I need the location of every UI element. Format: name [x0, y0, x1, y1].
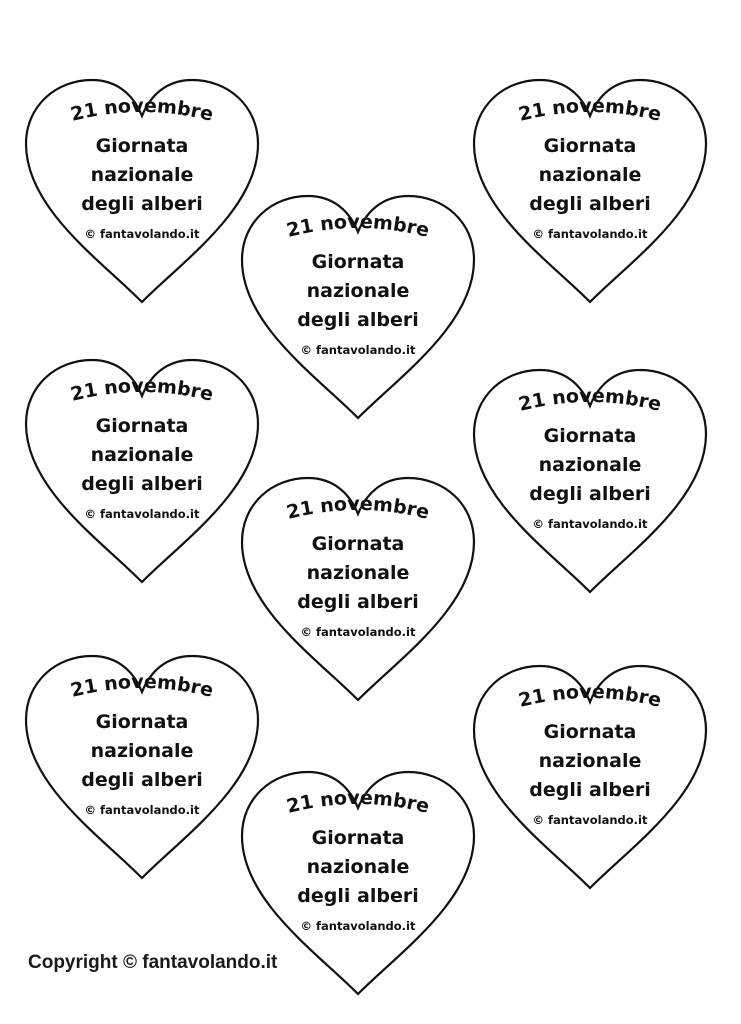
heart-credit: © fantavolando.it: [300, 625, 416, 639]
heart-4: [22, 356, 262, 588]
heart-line-3: degli alberi: [81, 473, 203, 495]
heart-credit: © fantavolando.it: [532, 517, 648, 531]
heart-date: 21 novembre: [68, 670, 216, 702]
heart-line-1: Giornata: [311, 251, 405, 273]
heart-line-3: degli alberi: [529, 779, 651, 801]
heart-line-2: nazionale: [538, 164, 642, 186]
heart-text: [22, 708, 262, 817]
heart-line-3: degli alberi: [81, 769, 203, 791]
heart-text: [22, 412, 262, 521]
heart-line-1: Giornata: [95, 135, 189, 157]
heart-line-3: degli alberi: [297, 591, 419, 613]
heart-line-3: degli alberi: [297, 309, 419, 331]
heart-credit: © fantavolando.it: [532, 813, 648, 827]
heart-line-1: Giornata: [311, 533, 405, 555]
heart-text: [238, 824, 478, 933]
heart-2: [470, 76, 710, 308]
heart-text: [470, 132, 710, 241]
heart-text: [470, 422, 710, 531]
heart-line-3: degli alberi: [529, 193, 651, 215]
heart-line-2: nazionale: [90, 740, 194, 762]
heart-5: [470, 366, 710, 598]
heart-date: 21 novembre: [516, 384, 664, 416]
heart-line-3: degli alberi: [529, 483, 651, 505]
heart-line-2: nazionale: [306, 856, 410, 878]
heart-1: [22, 76, 262, 308]
heart-line-1: Giornata: [95, 415, 189, 437]
heart-text: [238, 248, 478, 357]
heart-credit: © fantavolando.it: [532, 227, 648, 241]
heart-text: [238, 530, 478, 639]
heart-line-2: nazionale: [306, 562, 410, 584]
heart-line-3: degli alberi: [81, 193, 203, 215]
heart-date: 21 novembre: [516, 94, 664, 126]
heart-date: 21 novembre: [284, 492, 432, 524]
heart-credit: © fantavolando.it: [300, 343, 416, 357]
heart-7: [22, 652, 262, 884]
heart-date: 21 novembre: [68, 94, 216, 126]
heart-8: [470, 662, 710, 894]
heart-3: [238, 192, 478, 424]
heart-line-2: nazionale: [538, 454, 642, 476]
heart-line-1: Giornata: [543, 721, 637, 743]
heart-line-2: nazionale: [90, 164, 194, 186]
heart-credit: © fantavolando.it: [84, 803, 200, 817]
heart-line-1: Giornata: [543, 425, 637, 447]
heart-date: 21 novembre: [284, 210, 432, 242]
heart-date: 21 novembre: [284, 786, 432, 818]
heart-credit: © fantavolando.it: [84, 227, 200, 241]
heart-line-2: nazionale: [538, 750, 642, 772]
heart-text: [470, 718, 710, 827]
heart-line-3: degli alberi: [297, 885, 419, 907]
heart-date: 21 novembre: [516, 680, 664, 712]
heart-text: [22, 132, 262, 241]
heart-line-1: Giornata: [543, 135, 637, 157]
heart-line-1: Giornata: [311, 827, 405, 849]
heart-date: 21 novembre: [68, 374, 216, 406]
heart-credit: © fantavolando.it: [84, 507, 200, 521]
copyright-footer: Copyright © fantavolando.it: [28, 952, 278, 973]
heart-6: [238, 474, 478, 706]
heart-line-1: Giornata: [95, 711, 189, 733]
heart-line-2: nazionale: [90, 444, 194, 466]
heart-credit: © fantavolando.it: [300, 919, 416, 933]
heart-line-2: nazionale: [306, 280, 410, 302]
